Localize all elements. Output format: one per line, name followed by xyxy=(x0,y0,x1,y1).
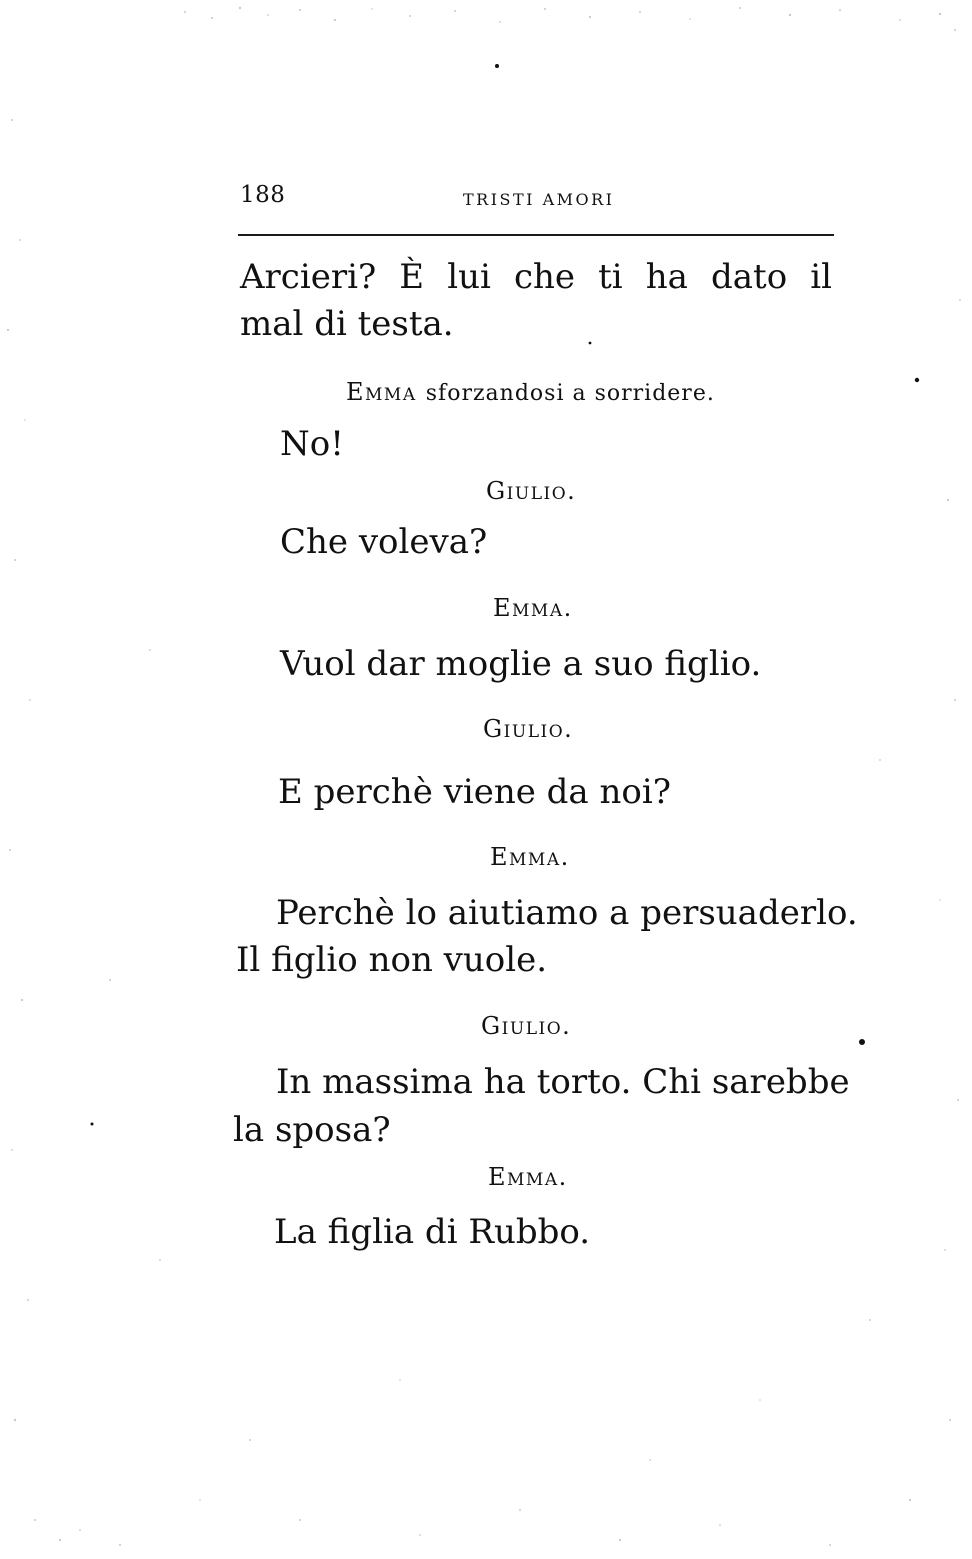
speaker-heading: Emma. xyxy=(490,843,570,871)
running-title: TRISTI AMORI xyxy=(463,190,615,209)
page-number: 188 xyxy=(240,182,286,208)
text-line: La figlia di Rubbo. xyxy=(274,1212,591,1252)
text-line: Che voleva? xyxy=(280,522,488,562)
running-header xyxy=(238,178,834,218)
stage-direction: sforzandosi a sorridere. xyxy=(425,381,715,406)
speaker-heading xyxy=(346,377,715,409)
text-line: mal di testa. xyxy=(240,304,454,344)
speaker-heading: Emma. xyxy=(493,594,573,622)
speaker-heading: Emma. xyxy=(488,1163,568,1191)
speaker-heading: Giulio. xyxy=(483,715,574,743)
speaker-heading: Giulio. xyxy=(481,1012,572,1040)
text-line: No! xyxy=(280,424,344,464)
speaker-heading: Giulio. xyxy=(486,477,577,505)
text-line: Arcieri? È lui che ti ha dato il xyxy=(240,257,832,297)
text-line: Vuol dar moglie a suo figlio. xyxy=(280,644,762,684)
text-line: Perchè lo aiutiamo a persuaderlo. xyxy=(276,893,858,933)
text-line: E perchè viene da noi? xyxy=(278,772,671,812)
text-line: Il figlio non vuole. xyxy=(236,940,548,980)
header-rule xyxy=(238,234,834,236)
speaker-name: Emma xyxy=(346,378,417,406)
text-line: la sposa? xyxy=(233,1110,391,1150)
text-line: In massima ha torto. Chi sarebbe xyxy=(276,1062,850,1102)
